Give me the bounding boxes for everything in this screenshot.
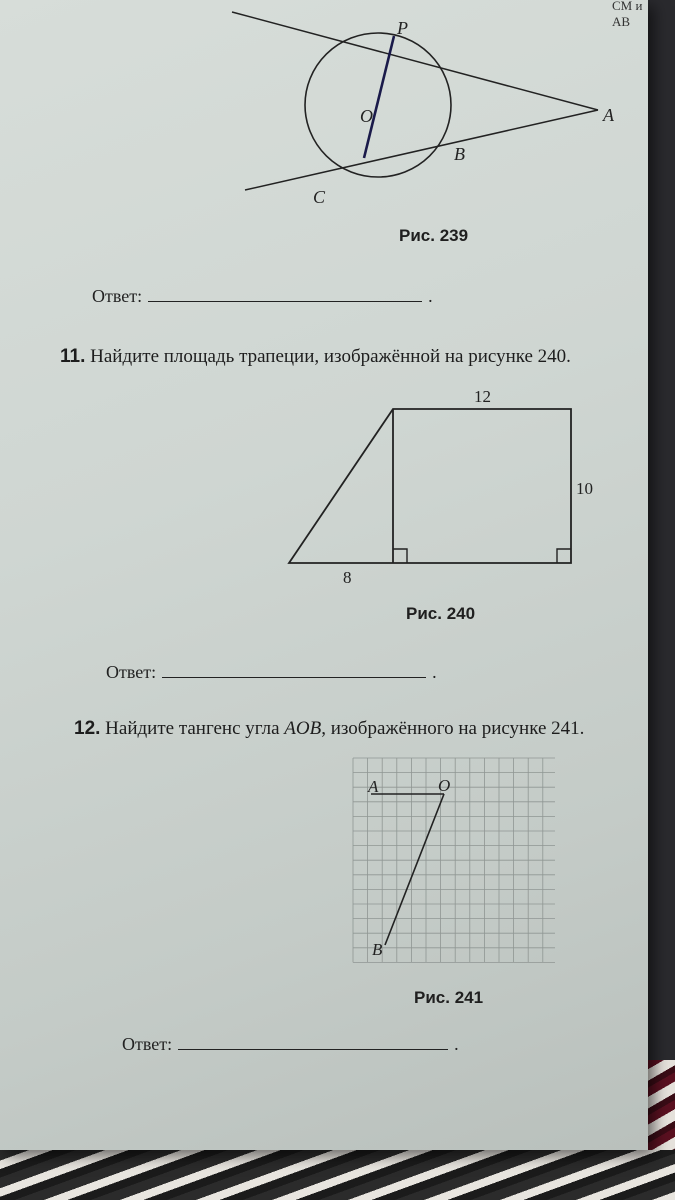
label-b: B [454,144,465,164]
header-fragment: СМ и АВ [612,0,643,29]
problem-12 [74,718,584,740]
secant-line-ca [245,110,598,190]
caption-fig-241: Рис. 241 [414,988,484,1007]
label-bottom-segment: 8 [343,568,352,587]
label-o: O [360,106,373,126]
answer-row-12: Ответ: . [122,1034,459,1054]
label-height: 10 [576,479,593,498]
label-p: P [397,18,408,38]
answer-line[interactable] [178,1048,448,1050]
problem-text-after: , изображённого на рисунке 241. [321,718,585,739]
trapezoid [289,409,571,563]
label-c: C [313,187,326,207]
label-a: A [603,105,614,125]
answer-row-11: Ответ: . [106,662,437,682]
caption-fig-239: Рис. 239 [399,226,469,245]
answer-label: Ответ: [122,1034,173,1054]
label-o: O [438,776,451,795]
background-fabric-bottom [0,1150,675,1200]
answer-label: Ответ: [92,286,143,306]
angle-name: AOB [284,718,322,739]
caption-fig-240: Рис. 240 [406,604,476,623]
right-angle-mark-1 [393,549,407,563]
problem-text: Найдите площадь трапеции, изображённой на рисунке 240. [90,346,571,367]
figure-240 [0,380,648,590]
segment-po [364,36,394,158]
answer-line[interactable] [162,676,426,678]
problem-11 [60,346,571,368]
tangent-line-pa [232,12,598,110]
problem-number: 12. [74,718,101,739]
figure-239 [0,0,648,215]
problem-number: 11. [60,346,86,367]
label-b: B [372,940,383,959]
figure-241 [350,755,555,970]
problem-text-before: Найдите тангенс угла [105,718,280,739]
answer-row-10: Ответ: . [92,286,433,306]
label-a: A [368,777,379,796]
answer-label: Ответ: [106,662,157,682]
grid [353,758,555,962]
label-top-base: 12 [474,387,491,406]
right-angle-mark-2 [557,549,571,563]
answer-line[interactable] [148,300,422,302]
